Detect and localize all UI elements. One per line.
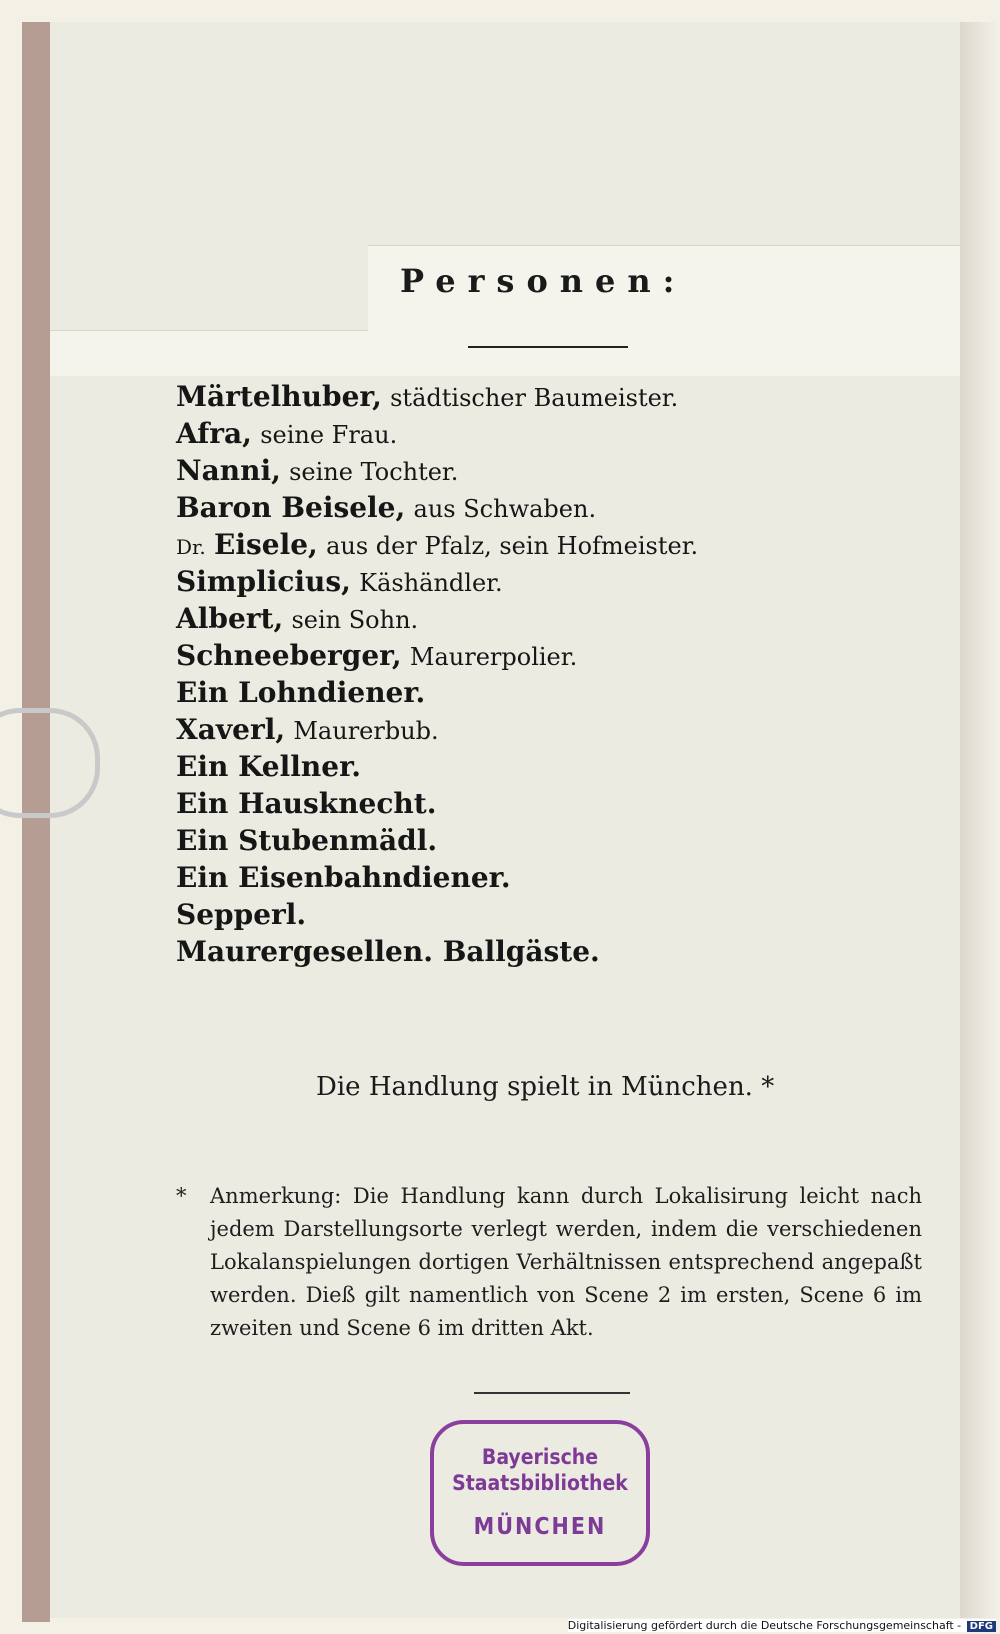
stamp-line: Staatsbibliothek <box>452 1471 628 1495</box>
page-right-edge <box>960 22 1000 1618</box>
cast-entry <box>176 526 916 563</box>
cast-name: Sepperl. <box>176 898 307 931</box>
cast-description: Käshändler. <box>359 569 503 597</box>
cast-description: sein Sohn. <box>291 606 419 634</box>
setting-line: Die Handlung spielt in München. * <box>316 1072 775 1102</box>
paperclip-icon <box>0 708 100 818</box>
divider-bottom <box>474 1392 630 1394</box>
cast-name: Ein Stubenmädl. <box>176 824 438 857</box>
stamp-line: MÜNCHEN <box>473 1514 607 1540</box>
cast-entry <box>176 563 916 600</box>
cast-entry <box>176 785 916 822</box>
cast-entry <box>176 452 916 489</box>
cast-entry <box>176 378 916 415</box>
cast-name: Nanni, <box>176 454 281 487</box>
book-spine-edge <box>22 22 50 1622</box>
divider-top <box>468 346 628 348</box>
page-heading: Personen: <box>400 262 687 300</box>
cast-name: Ein Lohndiener. <box>176 676 426 709</box>
footnote-text: Anmerkung: Die Handlung kann durch Lokalisirung leicht nach jedem Darstellungsorte verlegt werden, indem die verschiedenen Lokalanspielungen dortigen Verhältnissen entsprechend angepaßt werden. Dieß gilt namentlich von Scene 2 im ersten, Scene 6 im zweiten und Scene 6 im dritten Akt. <box>210 1184 922 1340</box>
cast-name: Ein Hausknecht. <box>176 787 437 820</box>
cast-description: seine Frau. <box>260 421 398 449</box>
digitization-footer <box>568 1619 996 1632</box>
cast-entry <box>176 674 916 711</box>
cast-entry <box>176 600 916 637</box>
cast-name: Ein Eisenbahndiener. <box>176 861 511 894</box>
stamp-line: Bayerische <box>481 1445 599 1469</box>
cast-entry <box>176 896 916 933</box>
cast-prefix: Dr. <box>176 535 206 559</box>
cast-entry <box>176 748 916 785</box>
cast-description: aus der Pfalz, sein Hofmeister. <box>326 532 699 560</box>
cast-name: Schneeberger, <box>176 639 402 672</box>
cast-entry <box>176 711 916 748</box>
cast-name: Maurergesellen. Ballgäste. <box>176 935 600 968</box>
cast-description: aus Schwaben. <box>413 495 597 523</box>
cast-name: Baron Beisele, <box>176 491 406 524</box>
footer-text: Digitalisierung gefördert durch die Deutsche Forschungsgemeinschaft - <box>567 1619 962 1632</box>
cast-entry <box>176 489 916 526</box>
cast-name: Albert, <box>176 602 284 635</box>
dfg-logo: DFG <box>967 1621 996 1632</box>
cast-name: Ein Kellner. <box>176 750 361 783</box>
cast-list <box>176 378 916 970</box>
cast-description: städtischer Baumeister. <box>390 384 679 412</box>
cast-entry <box>176 415 916 452</box>
cast-description: Maurerpolier. <box>409 643 578 671</box>
cast-name: Afra, <box>176 417 252 450</box>
cast-name: Märtelhuber, <box>176 380 382 413</box>
cast-description: Maurerbub. <box>293 717 439 745</box>
library-stamp <box>430 1420 650 1566</box>
cast-entry <box>176 822 916 859</box>
pasted-slip-left <box>50 330 368 376</box>
cast-entry <box>176 859 916 896</box>
cast-entry <box>176 933 916 970</box>
cast-name: Xaverl, <box>176 713 286 746</box>
cast-name: Simplicius, <box>176 565 351 598</box>
cast-entry <box>176 637 916 674</box>
footnote-marker: * <box>176 1184 187 1208</box>
footnote <box>176 1180 922 1345</box>
cast-description: seine Tochter. <box>289 458 459 486</box>
cast-name: Eisele, <box>214 528 318 561</box>
